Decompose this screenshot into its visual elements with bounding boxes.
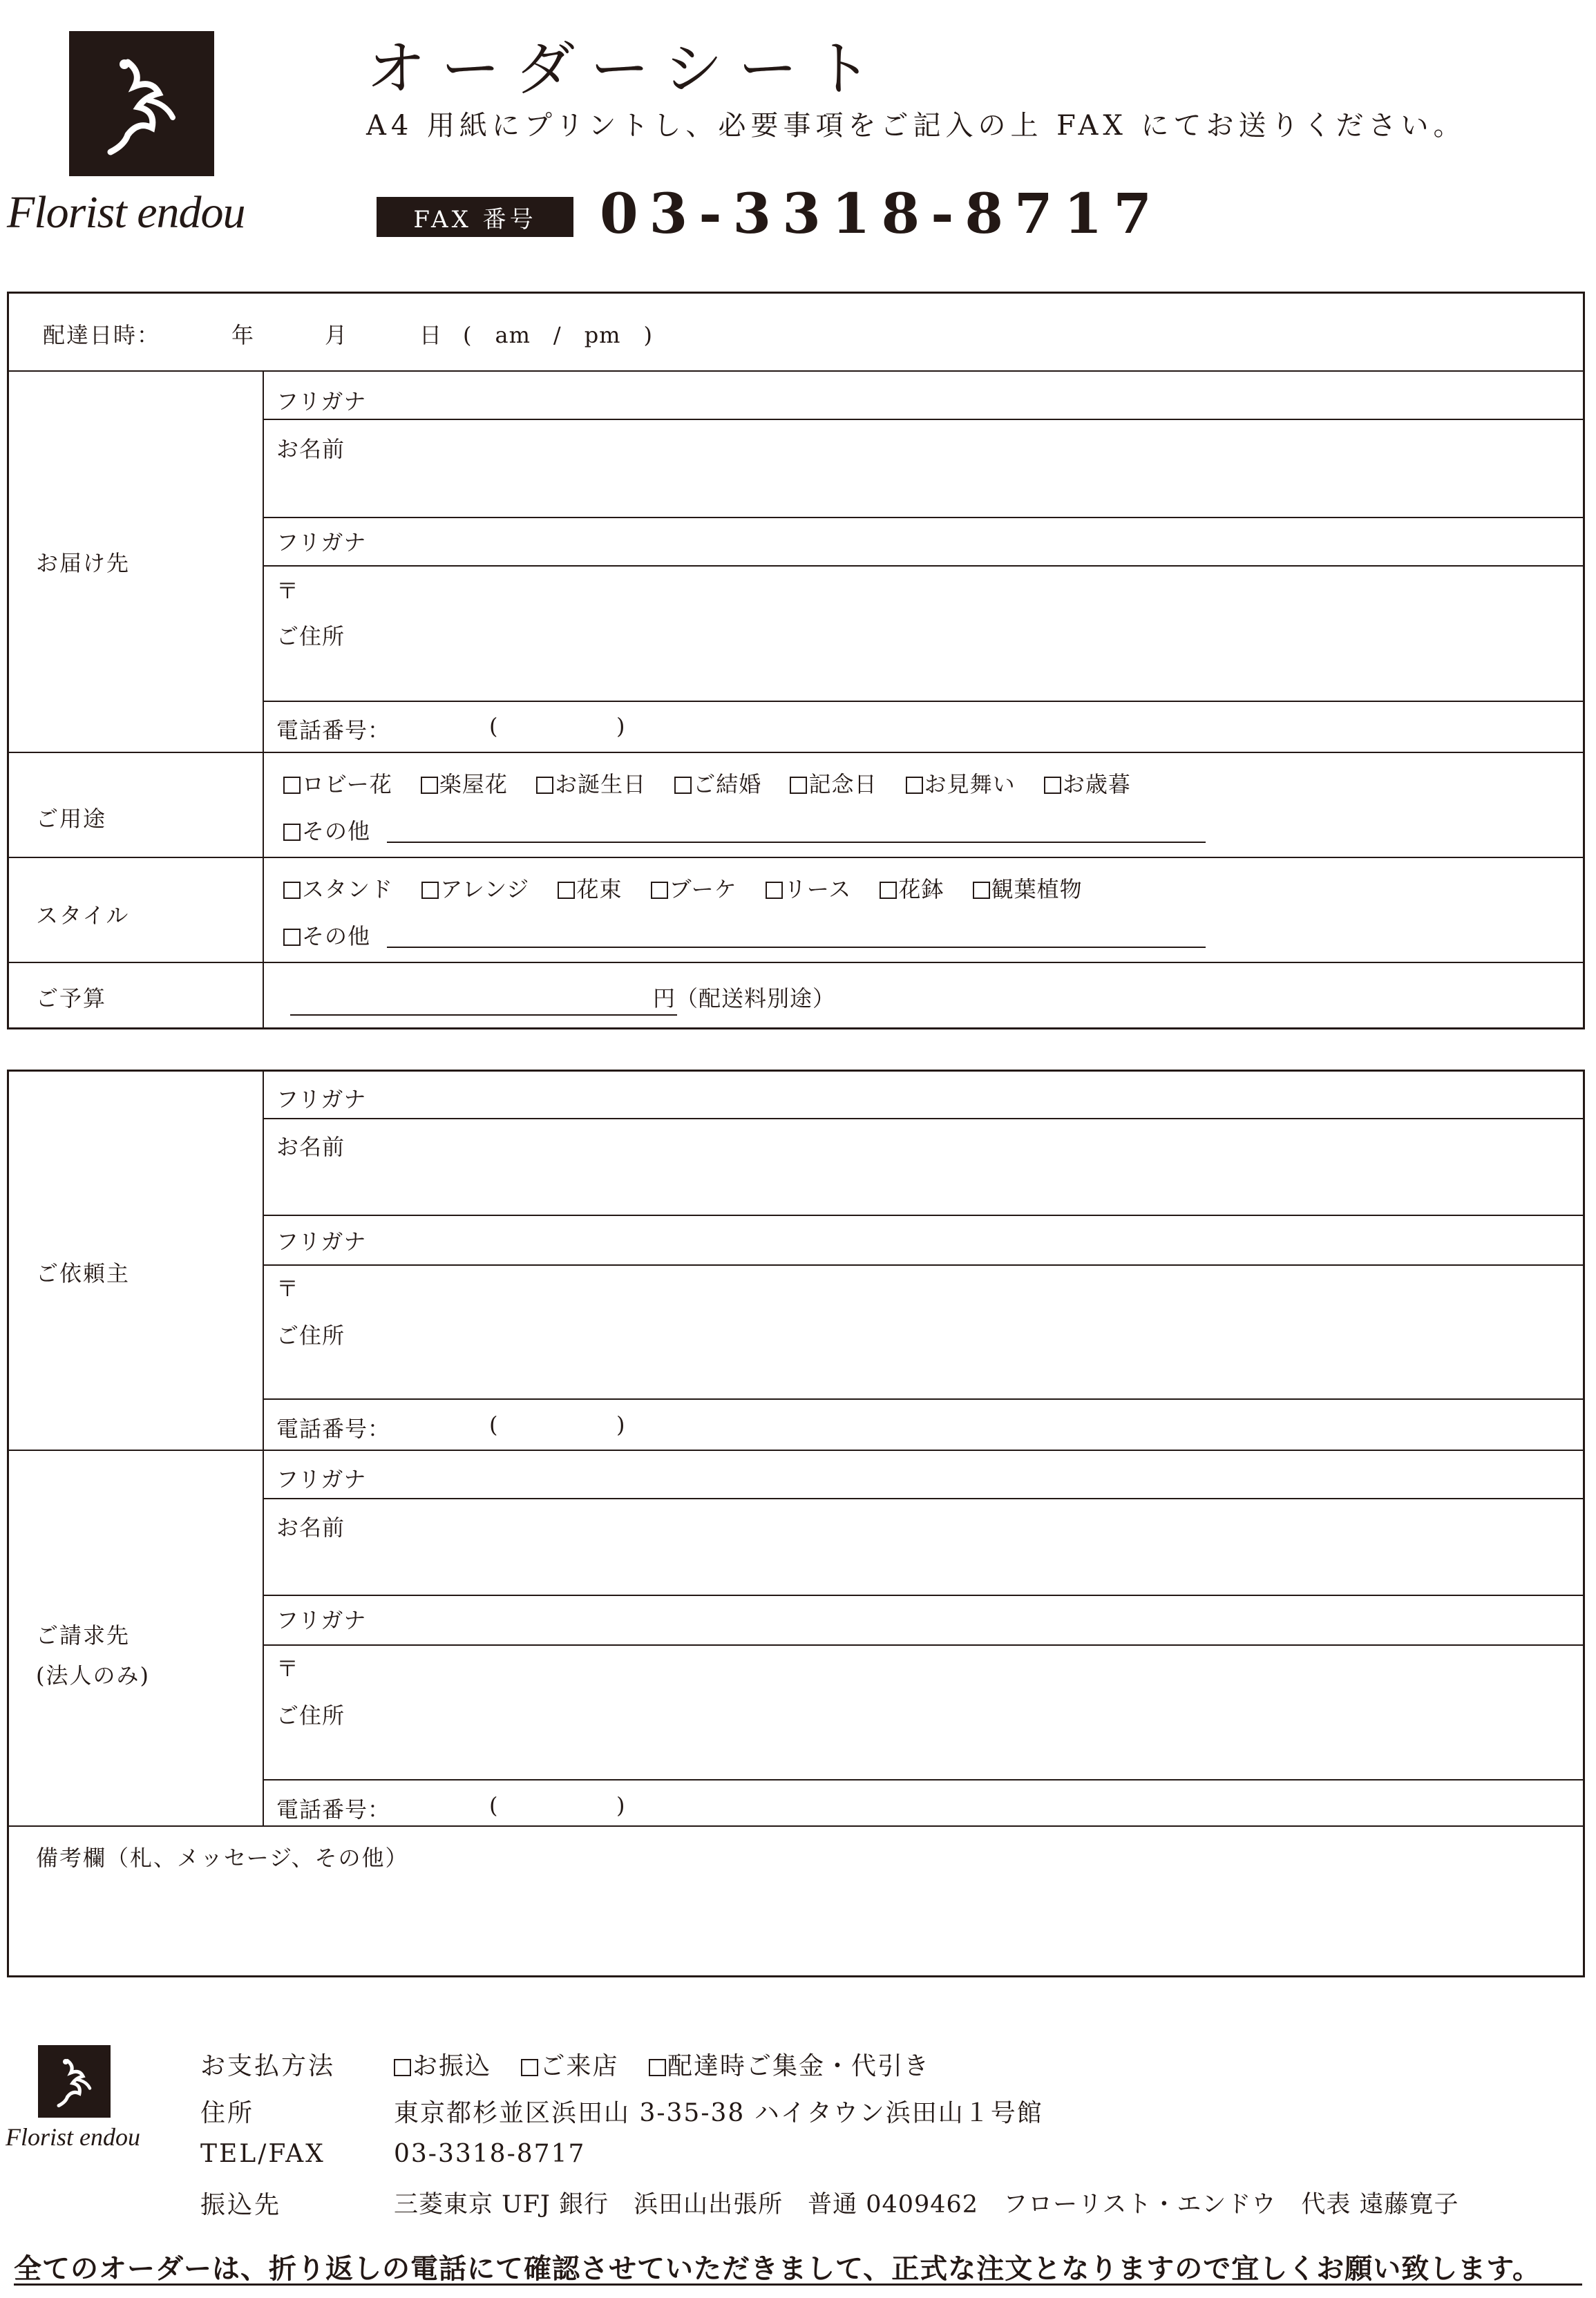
style-other-line[interactable] (387, 947, 1206, 948)
checkbox[interactable] (1044, 777, 1061, 794)
delivery-label: 配達日時： (43, 322, 161, 348)
requester-phone-label: 電話番号： (276, 1416, 391, 1442)
purpose-option[interactable]: お誕生日 (536, 771, 646, 797)
checkbox[interactable] (283, 929, 301, 946)
checkbox[interactable] (906, 777, 923, 794)
billing-label-corporate: (法人のみ) (36, 1662, 150, 1689)
checkbox[interactable] (283, 777, 301, 794)
remarks-field[interactable] (21, 1872, 1568, 1962)
checkbox[interactable] (973, 882, 990, 899)
purpose-option[interactable]: ご結婚 (674, 771, 761, 797)
checkbox[interactable] (421, 777, 438, 794)
delivery-month: 月 (325, 322, 348, 348)
requester-postal-label: 〒 (276, 1275, 300, 1302)
recipient-phone-paren-close: ) (616, 713, 626, 739)
checkbox[interactable] (394, 2059, 411, 2076)
purpose-option[interactable]: ロビー花 (283, 771, 392, 797)
style-other[interactable]: その他 (283, 919, 370, 951)
budget-label: ご予算 (36, 985, 107, 1012)
checkbox[interactable] (558, 882, 575, 899)
footer-logo-mark (38, 2045, 111, 2118)
recipient-address-label: ご住所 (276, 623, 345, 649)
footer-logo-text: Florist endou (6, 2123, 140, 2151)
remarks-label: 備考欄（札、メッセージ、その他） (36, 1845, 409, 1871)
requester-label: ご依頼主 (36, 1260, 131, 1286)
style-option[interactable]: リース (766, 876, 851, 902)
order-table-1 (7, 292, 1585, 1029)
recipient-furigana-label: フリガナ (276, 388, 367, 415)
budget-suffix: 円（配送料別途） (653, 985, 836, 1012)
recipient-postal-label: 〒 (276, 578, 300, 604)
style-option[interactable]: 観葉植物 (973, 876, 1083, 902)
recipient-name-label: お名前 (276, 436, 345, 462)
checkbox[interactable] (283, 882, 301, 899)
payment-option[interactable]: 配達時ご集金・代引き (649, 2052, 930, 2080)
page-title: オーダーシート (366, 35, 888, 104)
billing-phone-label: 電話番号： (276, 1796, 391, 1823)
requester-address-label: ご住所 (276, 1322, 345, 1349)
footer-logo-figure-icon (38, 2045, 111, 2118)
budget-input-line[interactable] (290, 1014, 677, 1016)
order-notice: 全てのオーダーは、折り返しの電話にて確認させていただきまして、正式な注文となりますので宜しくお願い致します。 (14, 2252, 1541, 2285)
billing-name-label: お名前 (276, 1514, 345, 1541)
requester-address-furigana-label: フリガナ (276, 1228, 367, 1255)
requester-phone-paren-close: ) (616, 1412, 626, 1438)
style-option[interactable]: アレンジ (421, 876, 529, 902)
requester-phone-paren-open: ( (489, 1412, 499, 1438)
page-subtitle: A4 用紙にプリントし、必要事項をご記入の上 FAX にてお送りください。 (366, 110, 1466, 142)
style-options (283, 872, 1103, 904)
checkbox[interactable] (880, 882, 897, 899)
checkbox[interactable] (649, 2059, 666, 2076)
logo-text: Florist endou (7, 187, 245, 238)
style-option[interactable]: スタンド (283, 876, 393, 902)
billing-postal-label: 〒 (276, 1655, 300, 1682)
payment-options (394, 2047, 951, 2082)
checkbox[interactable] (283, 824, 301, 841)
payment-option[interactable]: ご来店 (521, 2052, 618, 2080)
purpose-option[interactable]: お見舞い (906, 771, 1016, 797)
delivery-year: 年 (231, 322, 255, 348)
delivery-day: 日 (419, 322, 443, 348)
purpose-options (283, 767, 1152, 799)
checkbox[interactable] (674, 777, 692, 794)
purpose-option[interactable]: 楽屋花 (421, 771, 508, 797)
purpose-label: ご用途 (36, 806, 107, 832)
recipient-label: お届け先 (36, 550, 131, 576)
style-label: スタイル (36, 902, 130, 929)
checkbox[interactable] (766, 882, 783, 899)
billing-furigana-label: フリガナ (276, 1466, 367, 1492)
style-option[interactable]: 花束 (558, 876, 622, 902)
recipient-phone-label: 電話番号： (276, 717, 391, 743)
checkbox[interactable] (521, 2059, 538, 2076)
billing-label: ご請求先 (36, 1622, 131, 1649)
notice-underline (14, 2283, 1582, 2286)
bank-value: 三菱東京 UFJ 銀行 浜田山出張所 普通 0409462 フローリスト・エンドウ 代表 遠藤寛子 (394, 2191, 1459, 2219)
billing-phone-paren-close: ) (616, 1792, 626, 1819)
checkbox[interactable] (651, 882, 668, 899)
checkbox[interactable] (790, 777, 807, 794)
requester-name-label: お名前 (276, 1134, 345, 1160)
style-option[interactable]: 花鉢 (880, 876, 944, 902)
fax-number: 03-3318-8717 (600, 181, 1163, 246)
purpose-option[interactable]: 記念日 (790, 771, 877, 797)
style-option[interactable]: ブーケ (651, 876, 737, 902)
logo-mark (69, 31, 214, 176)
delivery-ampm: ( am / pm ) (463, 322, 654, 348)
tel-value: 03-3318-8717 (394, 2140, 586, 2168)
checkbox[interactable] (421, 882, 439, 899)
purpose-other[interactable]: その他 (283, 814, 370, 846)
billing-address-label: ご住所 (276, 1702, 345, 1729)
logo-figure-icon (69, 31, 214, 176)
purpose-option[interactable]: お歳暮 (1044, 771, 1131, 797)
recipient-address-furigana-label: フリガナ (276, 529, 367, 555)
recipient-phone-paren-open: ( (489, 713, 499, 739)
checkbox[interactable] (536, 777, 553, 794)
address-label: 住所 (200, 2099, 255, 2127)
purpose-other-line[interactable] (387, 842, 1206, 843)
tel-label: TEL/FAX (200, 2140, 325, 2168)
bank-label: 振込先 (200, 2191, 282, 2219)
address-value: 東京都杉並区浜田山 3-35-38 ハイタウン浜田山１号館 (394, 2099, 1043, 2127)
billing-address-furigana-label: フリガナ (276, 1607, 367, 1633)
billing-phone-paren-open: ( (489, 1792, 499, 1819)
payment-label: お支払方法 (200, 2052, 336, 2080)
fax-label: FAX 番号 (377, 197, 573, 237)
requester-furigana-label: フリガナ (276, 1086, 367, 1112)
payment-option[interactable]: お振込 (394, 2052, 491, 2080)
